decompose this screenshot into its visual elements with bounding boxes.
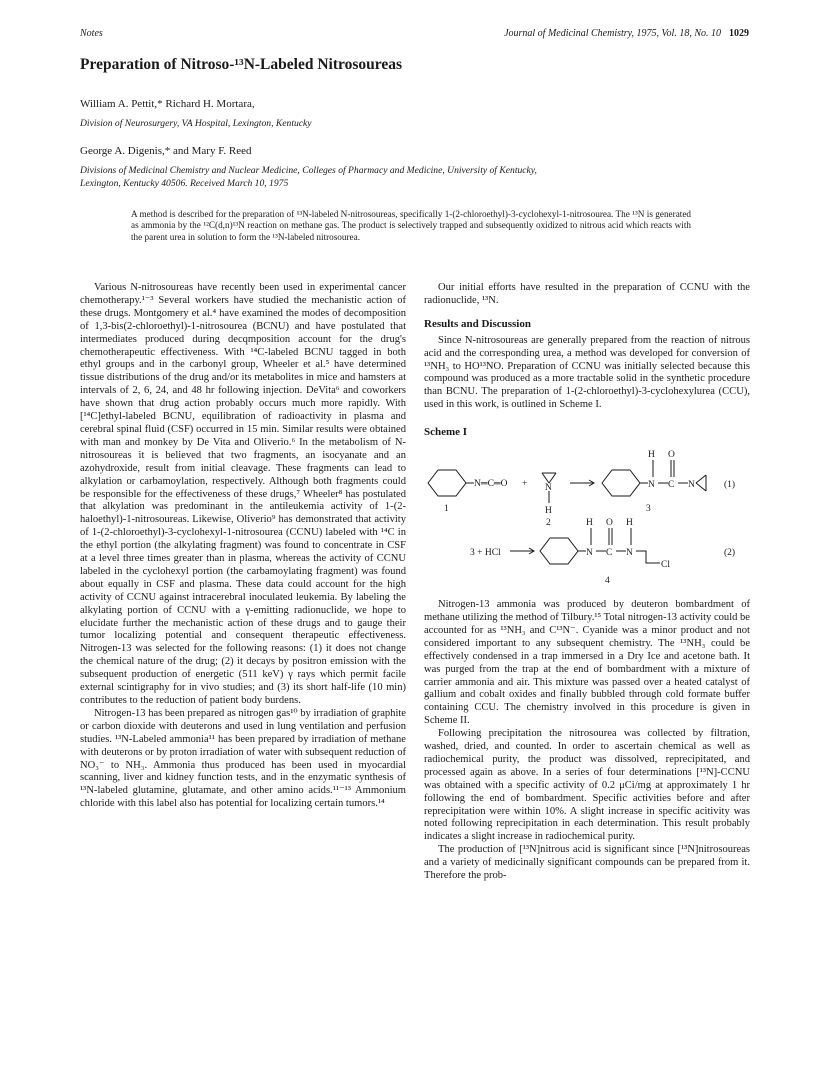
running-head xyxy=(80,28,749,42)
chloroethyl-chain xyxy=(636,551,660,563)
cyclohexane-ring-3 xyxy=(602,470,640,496)
eq2-N2: N xyxy=(626,548,633,559)
eq2-reactants: 3 + HCl xyxy=(470,548,501,559)
product-N1: N xyxy=(648,480,655,491)
eq2-O: O xyxy=(606,518,613,529)
scheme-1-svg xyxy=(424,445,750,587)
eq2-H1: H xyxy=(586,518,593,529)
results-paragraph-1: Since N-nitrosoureas are generally prepared from the reaction of nitrous acid and the corresponding urea, a method was developed for conversion of ¹³NH₃ to HO¹³NO. Preparation of CCNU was initially selected because this compound was produced as a more tractable solid in the synthetic procedure than BCNU. The preparation of 1-(2-chloroethyl)-3-cyclohexylurea (CCU), used in this work, is outlined in Scheme I. xyxy=(424,334,750,411)
results-paragraph-2: Nitrogen-13 ammonia was produced by deuteron bombardment of methane utilizing the method of Tilbury.¹⁵ Total nitrogen-13 activity could be accounted for as ¹³NH₃ and C¹³N⁻. Cyanide was a minor product and not considered important to any subsequent chemistry. The ¹³NH₃ could be effectively condensed in a trap immersed in a Dry Ice and acetone bath. It was purged from the trap at the end of bombardment with a mixture of carrier ammonia and air. This mixture was passed over a heated catalyst of gallium and cobalt oxides and finally bubbled through cold formate buffer containing CCU. The chemistry involved in this procedure is given in Scheme II. xyxy=(424,599,750,727)
running-head-journal xyxy=(504,28,749,39)
page-number: 1029 xyxy=(729,28,749,39)
eq2-H2: H xyxy=(626,518,633,529)
product-H: H xyxy=(648,450,655,461)
results-paragraph-4: The production of [¹³N]nitrous acid is significant since [¹³N]nitrosoureas and a variety of medicinally significant compounds can be prepared from it. Therefore the prob- xyxy=(424,844,750,882)
affiliation-2-line2: Lexington, Kentucky 40506. Received March 10, 1975 xyxy=(80,178,289,189)
abstract: A method is described for the preparation of ¹³N-labeled N-nitrosoureas, specifically 1-(2-chloroethyl)-3-cyclohexyl-1-nitrosourea. The ¹³N is generated as ammonia by the ¹²C(d,n)¹³N reaction on methane gas. The product is selectively trapped and subsequently oxidized to nitrous acid which reacts with the parent urea in solution to form the ¹³N-labeled nitrosourea. xyxy=(131,209,691,242)
journal-citation: Journal of Medicinal Chemistry, 1975, Vol. 18, No. 10 xyxy=(504,28,721,39)
eq2-Cl: Cl xyxy=(661,560,670,571)
plus-sign: + xyxy=(522,479,528,490)
product-C: C xyxy=(668,480,675,491)
compound-label-4: 4 xyxy=(605,576,610,587)
aziridine-bond-right xyxy=(549,473,556,483)
eq2-C: C xyxy=(606,548,613,559)
scheme-label: Scheme I xyxy=(424,426,468,439)
product-O: O xyxy=(668,450,675,461)
product-aziridine-b xyxy=(696,483,706,491)
intro-paragraph-3: Our initial efforts have resulted in the preparation of CCNU with the radionuclide, ¹³N. xyxy=(424,282,750,306)
equation-number-1: (1) xyxy=(724,480,736,491)
aziridine-H: H xyxy=(545,506,552,517)
product-aziridine-a xyxy=(696,475,706,483)
cyclohexane-ring-1 xyxy=(428,470,466,496)
isocyanate-group: N═C═O xyxy=(474,479,508,490)
intro-paragraph-2: Nitrogen-13 has been prepared as nitrogen gas¹⁰ by irradiation of graphite or carbon dioxide with deuterons and used in lung ventilation and perfusion studies. ¹³N-Labeled ammonia¹¹ has been prepared by irradiation of methane with deuterons or by proton irradiation of water with subsequent reduction of NO₃⁻ to NH₃. Ammonia thus produced has been used in myocardial scanning, liver and kidney function tests, and in the enzymatic synthesis of ¹³N-labeled glutamine, glutamate, and other amino acids.¹¹⁻¹³ Ammonium chloride with this label also has potential for localizing certain tumors.¹⁴ xyxy=(80,707,406,810)
compound-label-1: 1 xyxy=(444,504,449,515)
author-list-1: William A. Pettit,* Richard H. Mortara, xyxy=(80,98,255,110)
results-paragraph-3: Following precipitation the nitrosourea was collected by filtration, washed, dried, and counted. In order to ascertain chemical as well as radiochemical purity, the product was dissolved, reprecipitated, and processed again as above. In a series of four determinations [¹³N]-CCNU was obtained with a specific activity of 0.2 μCi/mg at approximately 1 hr following the end of bombardment. Specific activities before and after reprecipitation were within 10%. A slight increase in specific acitivity was noted following reprecipitation in each determination. This result probably indicates a slight increase in radiochemical purity. xyxy=(424,728,750,843)
equation-number-2: (2) xyxy=(724,548,736,559)
section-heading: Results and Discussion xyxy=(424,317,531,330)
compound-label-2: 2 xyxy=(546,518,551,529)
affiliation-2 xyxy=(80,164,760,190)
author-list-2: George A. Digenis,* and Mary F. Reed xyxy=(80,145,252,157)
product-N2: N xyxy=(688,480,695,491)
aziridine-bond-left xyxy=(542,473,549,483)
compound-label-3: 3 xyxy=(646,504,651,515)
left-column xyxy=(80,282,406,811)
right-column xyxy=(424,282,750,883)
aziridine-N: N xyxy=(545,483,552,494)
article-title: Preparation of Nitroso-¹³N-Labeled Nitrosoureas xyxy=(80,56,402,73)
affiliation-2-line1: Divisions of Medicinal Chemistry and Nuclear Medicine, Colleges of Pharmacy and Medicine, University of Kentucky, xyxy=(80,165,537,176)
eq2-N1: N xyxy=(586,548,593,559)
intro-paragraph-1: Various N-nitrosoureas have recently been used in experimental cancer chemotherapy.¹⁻³ Several workers have studied the mechanistic action of these drugs. Montgomery et al.⁴ have examined the modes of decomposition of 1,3-bis(2-chloroethyl)-1-nitrosourea (BCNU) and have postulated that intermediates produced during decqmposition account for the drug's chemotherapeutic effectiveness. With ¹⁴C-labeled BCNU tagged in both ethyl groups and in the carbonyl group, Wheeler et al.⁵ have determined tissue distributions of the drug and/or its metabolites in mice and hamsters at intervals of 2, 6, 24, and 48 hr following injection. DeVita⁶ and coworkers have shown that drug action probably occurs much more rapidly. With [¹⁴C]ethyl-labeled BCNU, equilibration of radioactivity in plasma and cerebral spinal fluid (CSF) occurred in 15 min. Similar results were obtained with man and monkey by De Vita and Oliverio.⁶ In the metabolism of N-nitrosoureas it is believed that two fragments, an isocyanate and an azohydroxide, result from initial cleavage. These fragments can lead to alkylation or carbamoylation, respectively. Although both fragments could be responsible for the effectiveness of these drugs,⁷ Wheeler⁸ has postulated that alkylation was predominant in the antileukemia activity of 1-(2-haloethyl)-1-nitrosoureas. Likewise, Oliverio⁹ has demonstrated that activity of 1-(2-chloroethyl)-3-cyclohexyl-1-nitrosourea (CCNU) labeled with ¹⁴C in the ethyl portion (the alkylating fragment) was found to concentrate in CSF at a level three times greater than in plasma, whereas the activity of CCNU labeled in the cyclohexyl portion (the carbamoylating fragment) was found about equally in CSF and plasma. These data could account for the high activity of CCNU against intracerebral inoculated leukemia. By labeling the alkylating portion of CCNU with a γ-emitting radionuclide, we hope to elucidate further the mechanistic action of these drugs and to gauge their tumor localizing potential and consequent therapeutic effectiveness. Nitrogen-13 was selected for the following reasons: (1) it does not change the chemical nature of the drug; (2) it decays by positron emission with the subsequent production of energetic (511 keV) γ rays which permit facile external scintigraphy for in vivo studies; and (3) its short half-life (10 min) contributes to the reduction of patient body burdens. xyxy=(80,282,406,706)
affiliation-1: Division of Neurosurgery, VA Hospital, Lexington, Kentucky xyxy=(80,118,312,129)
cyclohexane-ring-4 xyxy=(540,538,578,564)
scheme-1-figure xyxy=(424,445,750,587)
running-head-section: Notes xyxy=(80,28,103,39)
